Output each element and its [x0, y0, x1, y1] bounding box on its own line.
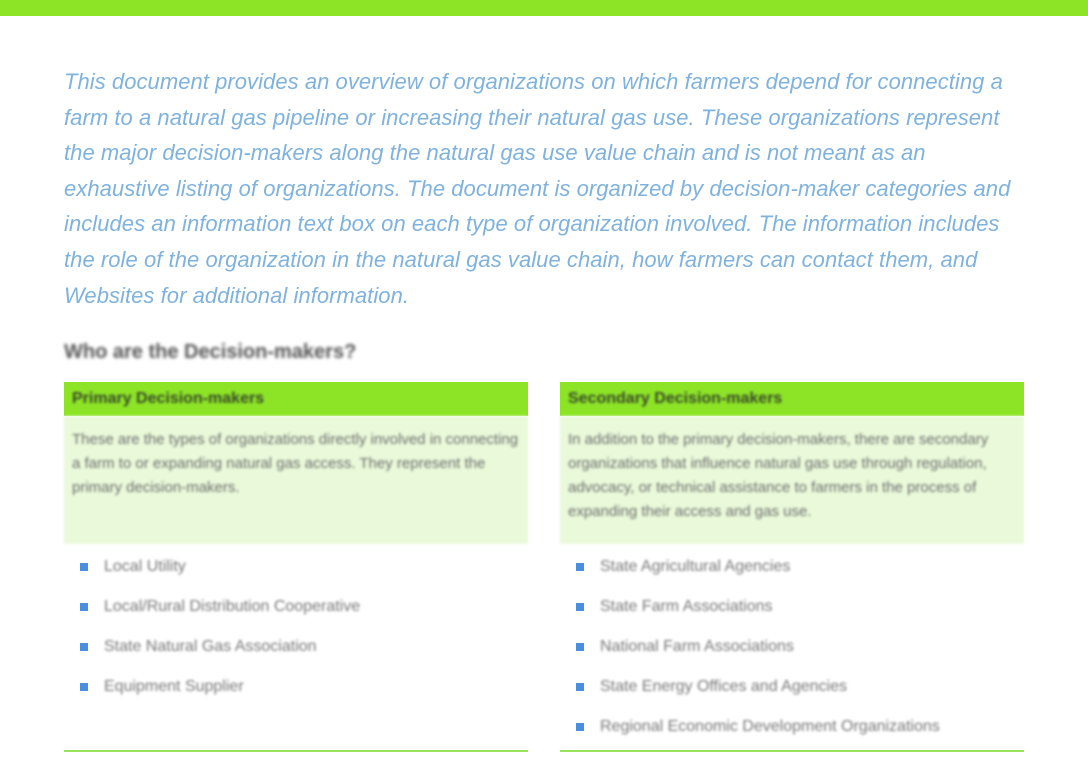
list-item	[64, 670, 528, 710]
list-item-label: Local Utility	[104, 558, 186, 575]
list-item-label: State Energy Offices and Agencies	[600, 678, 847, 695]
decision-maker-list	[560, 550, 1024, 750]
list-item	[64, 630, 528, 670]
square-bullet-icon	[80, 603, 88, 611]
square-bullet-icon	[80, 643, 88, 651]
list-item-label: State Farm Associations	[600, 598, 773, 615]
list-item	[560, 590, 1024, 630]
list-item-label: State Agricultural Agencies	[600, 558, 791, 575]
panel-description: These are the types of organizations directly involved in connecting a farm to or expanding natural gas access. They represent the primary decision-makers.	[64, 416, 528, 544]
square-bullet-icon	[576, 683, 584, 691]
list-item-label: National Farm Associations	[600, 638, 794, 655]
panel-bottom-rule	[64, 750, 528, 752]
list-item-label: Regional Economic Development Organizations	[600, 718, 940, 735]
decision-maker-list	[64, 550, 528, 710]
square-bullet-icon	[576, 723, 584, 731]
panel-header	[64, 382, 528, 416]
panel-title: Primary Decision-makers	[72, 390, 265, 407]
list-item	[560, 550, 1024, 590]
list-item-label: State Natural Gas Association	[104, 638, 317, 655]
top-accent-bar	[0, 0, 1088, 16]
list-item	[560, 670, 1024, 710]
secondary-decision-makers-panel	[560, 382, 1024, 752]
list-item	[64, 550, 528, 590]
square-bullet-icon	[80, 683, 88, 691]
primary-decision-makers-panel	[64, 382, 528, 752]
list-item-label: Equipment Supplier	[104, 678, 244, 695]
panel-bottom-rule	[560, 750, 1024, 752]
list-item	[64, 590, 528, 630]
square-bullet-icon	[576, 563, 584, 571]
section-heading: Who are the Decision-makers?	[64, 341, 357, 363]
square-bullet-icon	[576, 603, 584, 611]
square-bullet-icon	[576, 643, 584, 651]
panel-header	[560, 382, 1024, 416]
intro-paragraph: This document provides an overview of organizations on which farmers depend for connecting a farm to a natural gas pipeline or increasing their natural gas use. These organizations represent the major decision-makers along the natural gas use value chain and is not meant as an exhaustive listing of organizations. The document is organized by decision-maker categories and includes an information text box on each type of organization involved. The information includes the role of the organization in the natural gas value chain, how farmers can contact them, and Websites for additional information.	[64, 69, 1011, 308]
list-item	[560, 710, 1024, 750]
list-item	[560, 630, 1024, 670]
panel-title: Secondary Decision-makers	[568, 390, 783, 407]
panel-description: In addition to the primary decision-makers, there are secondary organizations that influence natural gas use through regulation, advocacy, or technical assistance to farmers in the process of expanding their access and gas use.	[560, 416, 1024, 544]
square-bullet-icon	[80, 563, 88, 571]
list-item-label: Local/Rural Distribution Cooperative	[104, 598, 361, 615]
